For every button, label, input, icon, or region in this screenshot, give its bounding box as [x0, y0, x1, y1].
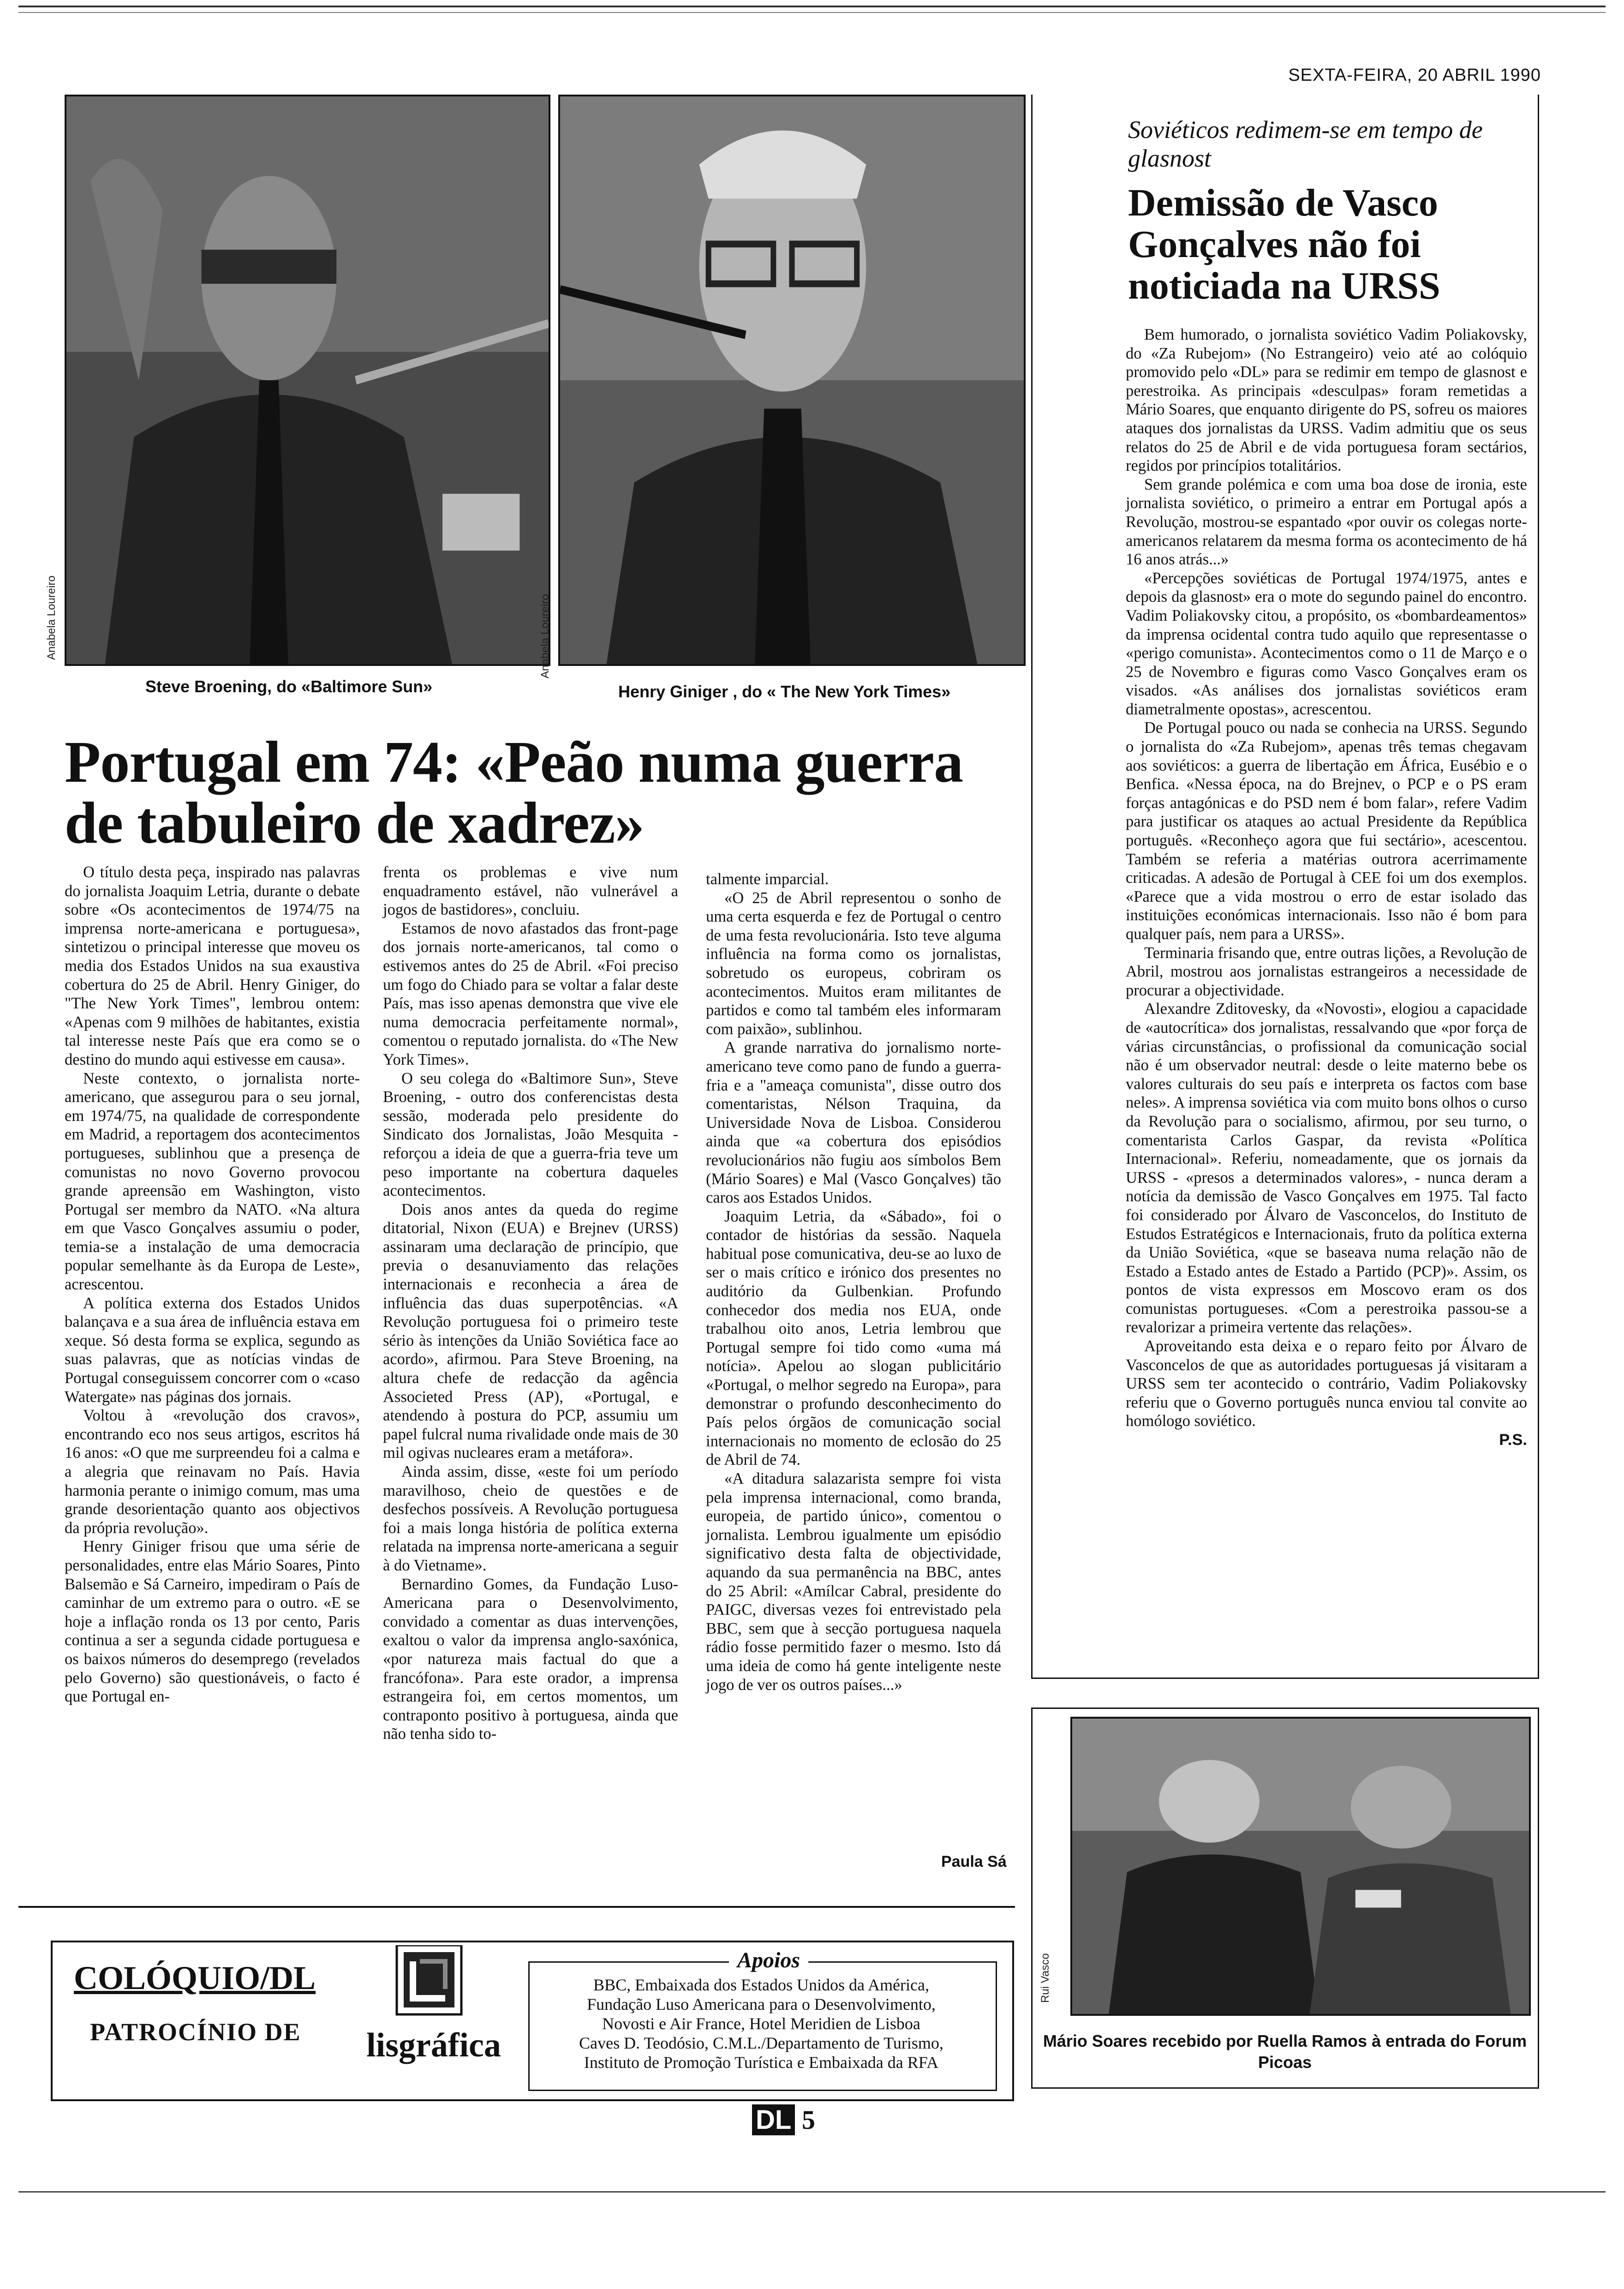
sidebar-signature: P.S.	[1499, 1431, 1527, 1449]
apoios-line: Instituto de Promoção Turística e Embaixada da RFA	[584, 2053, 939, 2072]
main-column-1	[65, 863, 360, 1706]
paragraph: Aproveitando esta deixa e o reparo feito por Álvaro de Vasconcelos de que as autoridades portuguesas já visitaram a URSS sem ter acontecido o contrário, Vadim Poliakovsky referiu que o Governo português nunca enviou tal convite ao homólogo soviético.	[1126, 1337, 1527, 1430]
sidebar-headline: Demissão de Vasco Gonçalves não foi noticiada na URSS	[1128, 181, 1440, 307]
page-number: 5	[801, 2105, 815, 2135]
main-column-3	[706, 870, 1001, 1694]
paragraph: Estamos de novo afastados das front-page dos jornais norte-americanos, tal como o estivemos antes do 25 de Abril. «Foi preciso um fogo do Chiado para se voltar a falar deste País, mas isso apenas demonstra que vive ele numa democracia perfeitamente normal», comentou o reputado jornalista. do «The New York Times».	[383, 919, 678, 1068]
photo-credit-right: Anabela Loureiro	[539, 594, 551, 678]
apoios-line: Novosti e Air France, Hotel Meridien de Lisboa	[602, 2014, 920, 2033]
section-rule	[18, 1906, 1015, 1908]
top-rule-thin	[18, 12, 1606, 13]
paragraph: A política externa dos Estados Unidos balançava e a sua área de influência estava em xeque. Só desta forma se explica, segundo as suas palavras, que as notícias vindas de Portugal conseguissem concorrer com o «caso Watergate» nas páginas dos jornais.	[65, 1294, 360, 1406]
paragraph: Joaquim Letria, da «Sábado», foi o contador de histórias da sessão. Naquela habitual pose comunicativa, deu-se ao luxo de ser o mais crítico e irónico dos presentes no auditório da Gulbenkian. Profundo conhecedor dos media nos EUA, onde trabalhou oito anos, Letria lembrou que Portugal sempre foi tido como «uma má notícia». Apelou ao slogan publicitário «Portugal, o melhor segredo na Europa», para demonstrar o profundo desconhecimento do País pelos órgãos de comunicação social internacionais no momento de eclosão do 25 de Abril de 74.	[706, 1207, 1001, 1469]
photo-caption-right: Henry Giniger , do « The New York Times»	[618, 682, 951, 701]
paragraph: Voltou à «revolução dos cravos», encontrando eco nos seus artigos, escritos há 16 anos: «O que me surpreendeu foi a calma e a alegria que reinavam no País. Havia harmonia perante o inimigo comum, mas uma grande desorientação quanto aos objectivos da própria revolução».	[65, 1407, 360, 1537]
dateline: SEXTA-FEIRA, 20 ABRIL 1990	[1288, 66, 1541, 85]
paragraph: Ainda assim, disse, «este foi um período maravilhoso, cheio de questões e de desfechos possíveis. A Revolução portuguesa foi a mais longa história de política externa relatada na imprensa norte-americana a seguir à do Vietname».	[383, 1463, 678, 1574]
paragraph: Bem humorado, o jornalista soviético Vadim Poliakovsky, do «Za Rubejom» (No Estrangeiro) veio até ao colóquio promovido pelo «DL» para se redimir em tempo de glasnost e perestroika. As principais «desculpas» foram remetidas a Mário Soares, que enquanto dirigente do PS, sofreu os maiores ataques dos jornalistas da URSS. Vadim admitiu que os seus relatos do 25 de Abril e de vida portuguesa foram sectários, regidos por princípios totalitários.	[1126, 326, 1527, 475]
footer-rule	[18, 2191, 1606, 2193]
main-headline: Portugal em 74: «Peão numa guerra de tabuleiro de xadrez»	[65, 729, 963, 856]
paragraph: Dois anos antes da queda do regime ditatorial, Nixon (EUA) e Brejnev (URSS) assinaram uma declaração de princípio, que previa o desanuviamento das relações internacionais e reconhecia a área de influência das duas superpotências. «A Revolução portuguesa foi o primeiro teste sério às intenções da União Soviética face ao acordo», afirmou. Para Steve Broening, na altura chefe de redacção da agência Associeted Press (AP), «Portugal, e atendendo à postura do PCP, assumiu um papel fulcral numa rivalidade onde mais de 30 mil ogivas nucleares eram a metáfora».	[383, 1200, 678, 1462]
apoios-list	[535, 1975, 987, 2072]
paragraph: Neste contexto, o jornalista norte-americano, que assegurou para o seu jornal, em 1974/75, na qualidade de correspondente em Madrid, a reportagem dos acontecimentos portugueses, sublinhou que a presença de comunistas no novo Governo provocou grande apreensão em Washington, visto Portugal ser membro da NATO. «Na altura em que Vasco Gonçalves assumiu o poder, temia-se a instalação de uma democracia popular semelhante às da Europa de Leste», acrescentou.	[65, 1069, 360, 1294]
photo-credit-bottom: Rui Vasco	[1039, 1953, 1051, 2003]
photo-caption-left: Steve Broening, do «Baltimore Sun»	[145, 677, 433, 696]
sidebar-body	[1126, 325, 1527, 1450]
paragraph: «Percepções soviéticas de Portugal 1974/1975, antes e depois da glasnost» era o mote do segundo painel do encontro. Vadim Poliakovsky citou, a propósito, os «bombardeamentos» da imprensa ocidental contra tudo aquilo que representasse o «perigo comunista». Acontecimentos como o 11 de Março e o 25 de Novembro e figuras como Vasco Gonçalves eram os visados. «As análises dos jornalistas soviéticos eram diametralmente opostas», acrescentou.	[1126, 569, 1527, 718]
coloquio-subtitle: PATROCÍNIO DE	[90, 2018, 301, 2046]
paragraph: Henry Giniger frisou que uma série de personalidades, entre elas Mário Soares, Pinto Balsemão e Sá Carneiro, impediram o País de caminhar de um extremo para o outro. «E se hoje a inflação ronda os 13 por cento, Paris continua a ser a segunda cidade portuguesa e os baixos números do desemprego (revelados pelo Governo) são questionáveis, o facto é que Portugal en-	[65, 1538, 360, 1706]
paragraph: «O 25 de Abril representou o sonho de uma certa esquerda e fez de Portugal o centro de uma festa revolucionária. Isto teve alguma influência na forma como os jornalistas, sobretudo os europeus, cobriram os acontecimentos. Muitos eram militantes de partidos e como tal também eles informaram com paixão», sublinhou.	[706, 889, 1001, 1038]
coloquio-title: COLÓQUIO/DL	[74, 1959, 316, 1996]
lisgrafica-logo	[364, 1945, 503, 2079]
paragraph: Bernardino Gomes, da Fundação Luso-Americana para o Desenvolvimento, convidado a comentar as duas intervenções, exaltou o valor da imprensa anglo-saxónica, «por natureza mais factual do que a francófona». Para este orador, a imprensa estrangeira foi, em certos momentos, um contraponto positivo à portuguesa, ainda que não tenha sido to-	[383, 1575, 678, 1743]
paragraph: frenta os problemas e vive num enquadramento estável, não vulnerável a jogos de bastidores», concluiu.	[383, 863, 678, 919]
apoios-line: Fundação Luso Americana para o Desenvolvimento,	[587, 1995, 936, 2013]
apoios-title: Apoios	[729, 1947, 808, 1973]
paragraph: «A ditadura salazarista sempre foi vista pela imprensa internacional, como branda, europeia, de partido único», comentou o jornalista. Lembrou igualmente um episódio significativo desta falta de objectividade, aquando da sua permanência na BBC, antes do 25 Abril: «Amílcar Cabral, presidente do PAIGC, diversas vezes foi entrevistado pela BBC, sem que à secção portuguesa naquela rádio fosse permitido fazer o mesmo. Isto dá uma ideia de como há gente inteligente neste jogo de ver os outros países...»	[706, 1470, 1001, 1694]
paragraph: O título desta peça, inspirado nas palavras do jornalista Joaquim Letria, durante o debate sobre «Os acontecimentos de 1974/75 na imprensa norte-americana e portuguesa», sintetizou o principal interesse que moveu os media dos Estados Unidos na sua exaustiva cobertura do 25 de Abril. Henry Giniger, do "The New York Times", lembrou ontem: «Apenas com 9 milhões de habitantes, existia tal interesse neste País que era como se o destino do mundo aqui estivesse em causa».	[65, 863, 360, 1068]
photo-mario-soares	[1070, 1717, 1531, 2016]
dl-logo: DL	[752, 2104, 795, 2135]
paragraph: Terminaria frisando que, entre outras lições, a Revolução de Abril, mostrou aos jornalistas estrangeiros a necessidade de procurar a objectividade.	[1126, 944, 1527, 999]
paragraph: talmente imparcial.	[706, 870, 829, 888]
apoios-line: Caves D. Teodósio, C.M.L./Departamento de Turismo,	[579, 2034, 943, 2052]
main-signature: Paula Sá	[941, 1853, 1007, 1870]
paragraph: A grande narrativa do jornalismo norte-americano teve como pano de fundo a guerra-fria e a "ameaça comunista", disse outro dos comentaristas, Nélson Traquina, da Universidade Nova de Lisboa. Considerou ainda que «a cobertura dos episódios revolucionários não fugiu aos símbolos Bem (Mário Soares) e Mal (Vasco Gonçalves) tão caros aos Estados Unidos.	[706, 1039, 1001, 1207]
sidebar-kicker: Soviéticos redimem-se em tempo de glasnost	[1128, 116, 1483, 172]
apoios-line: BBC, Embaixada dos Estados Unidos da América,	[593, 1976, 929, 1994]
paragraph: O seu colega do «Baltimore Sun», Steve Broening, - outro dos conferencistas desta sessão, moderada pelo presidente do Sindicato dos Jornalistas, João Mesquita - reforçou a ideia de que a guerra-fria teve um peso importante na cobertura daqueles acontecimentos.	[383, 1069, 678, 1200]
photo-credit-left: Anabela Loureiro	[45, 575, 58, 660]
photo-steve-broening	[65, 95, 550, 666]
photo-henry-giniger	[558, 95, 1026, 666]
top-rule	[18, 6, 1606, 7]
page-folio	[752, 2104, 815, 2135]
paragraph: De Portugal pouco ou nada se conhecia na URSS. Segundo o jornalista do «Za Rubejom», apenas três temas chegavam aos soviéticos: a guerra de libertação em África, Eusébio e o Benfica. «Nessa época, na do Brejnev, o PCP e o PS eram forças antagónicas e do PSD nem é bom falar», refere Vadim para justificar os ataques ao actual Presidente da República português. «Reconheço agora que fui sectário», acescentou. Também se referia a matérias outrora acerrimamente criticadas. A adesão de Portugal à CEE foi um dos exemplos. «Parece que a vida mostrou o erro de estar isolado das instituições económicas internacionais. Isso não é bom para qualquer país, nem para a URSS».	[1126, 719, 1527, 943]
paragraph: Sem grande polémica e com uma boa dose de ironia, este jornalista soviético, o primeiro a entrar em Portugal após a Revolução, mostrou-se espantado «por ouvir os colegas norte-americanos relatarem da mesma forma os acontecimento de há 16 anos atrás...»	[1126, 475, 1527, 569]
sponsor-logo-text: lisgráfica	[366, 2026, 501, 2064]
paragraph: Alexandre Zditovesky, da «Novosti», elogiou a capacidade de «autocrítica» dos jornalistas, ressalvando que «por força de várias circunstâncias, o profissional da comunicação social não é um observador neutral: desde o leite materno bebe os valores culturais do seu país e interpreta os factos com base neles». A imprensa soviética via com muito bons olhos o curso da Revolução para o socialismo, afirmou, por seu turno, o comentarista Carlos Gaspar, da revista «Política Internacional». Referiu, nomeadamente, que os jornais da URSS - «presos a determinados valores», - nunca deram a notícia da demissão de Vasco Gonçalves em 1975. Tal facto foi considerado por Álvaro de Vasconcelos, do Instituto de Estudos Estratégicos e Internacionais, fruto da política externa da União Soviética, «que se baseava numa relação não de Estado a Estado antes de Estado a Partido (PCP)». Assim, os pontos de vista expressos em Moscovo eram os dos comunistas portugueses. «Com a perestroika passou-se a revalorizar a primeira vertente das relações».	[1126, 1000, 1527, 1336]
photo-caption-bottom: Mário Soares recebido por Ruella Ramos à entrada do Forum Picoas	[1043, 2031, 1527, 2072]
main-column-2	[383, 863, 678, 1744]
